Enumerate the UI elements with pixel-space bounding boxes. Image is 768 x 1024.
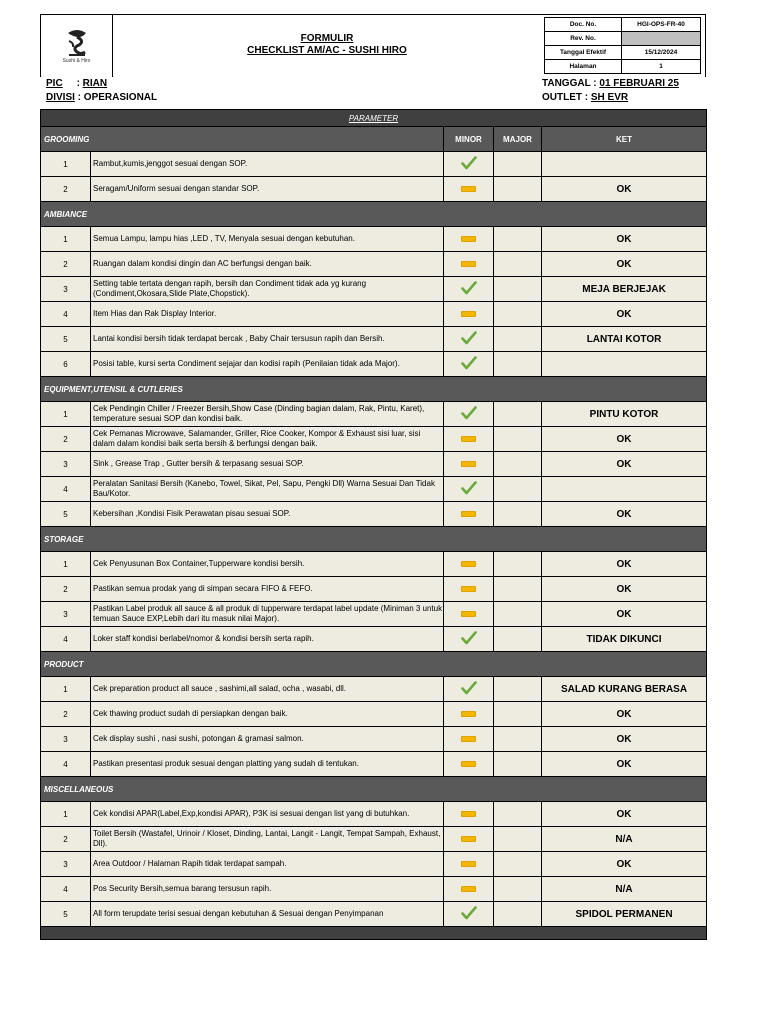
check-icon: [461, 481, 477, 495]
major-cell: [494, 302, 542, 327]
checklist-row: [41, 727, 707, 752]
row-parameter-text: Cek Pemanas Microwave, Salamander, Griller, Rice Cooker, Kompor & Exhaust sisi luar, sisi dalam dalam kondisi baik serta bersih & berfungsi dengan baik.: [91, 427, 444, 452]
row-number: 2: [41, 252, 91, 277]
row-number: 3: [41, 602, 91, 627]
row-number: 2: [41, 702, 91, 727]
minor-cell: [444, 327, 494, 352]
checklist-row: [41, 827, 707, 852]
minor-cell: [444, 877, 494, 902]
row-parameter-text: Peralatan Sanitasi Bersih (Kanebo, Towel, Sikat, Pel, Sapu, Pengki Dll) Warna Sesuai Dan Tidak Bau/Kotor.: [91, 477, 444, 502]
ket-cell: [542, 352, 707, 377]
doc-key: Tanggal Efektif: [545, 46, 622, 60]
minus-icon: [461, 511, 476, 517]
row-parameter-text: Posisi table, kursi serta Condiment sejajar dan kodisi rapih (Penilaian tidak ada Major).: [91, 352, 444, 377]
row-parameter-text: Lantai kondisi bersih tidak terdapat bercak , Baby Chair tersusun rapih dan Bersih.: [91, 327, 444, 352]
minor-cell: [444, 602, 494, 627]
minor-cell: [444, 502, 494, 527]
row-number: 4: [41, 477, 91, 502]
row-parameter-text: Cek preparation product all sauce , sashimi,all salad, ocha , wasabi, dll.: [91, 677, 444, 702]
ket-cell: SPIDOL PERMANEN: [542, 902, 707, 927]
row-parameter-text: Rambut,kumis,jenggot sesuai dengan SOP.: [91, 152, 444, 177]
row-number: 4: [41, 302, 91, 327]
minus-icon: [461, 311, 476, 317]
row-parameter-text: Pastikan Label produk all sauce & all produk di tupperware terdapat label update (Miniman 3 untuk temuan Sauce EXP,Lebih dari itu masuk nilai Major).: [91, 602, 444, 627]
ket-cell: N/A: [542, 827, 707, 852]
minor-cell: [444, 227, 494, 252]
major-cell: [494, 402, 542, 427]
table-footer-row: [41, 927, 707, 940]
major-cell: [494, 677, 542, 702]
checklist-row: [41, 702, 707, 727]
major-cell: [494, 627, 542, 652]
minus-icon: [461, 461, 476, 467]
minus-icon: [461, 186, 476, 192]
checklist-row: [41, 327, 707, 352]
major-cell: [494, 802, 542, 827]
checklist-row: [41, 902, 707, 927]
major-cell: [494, 327, 542, 352]
row-number: 2: [41, 827, 91, 852]
major-cell: [494, 577, 542, 602]
major-cell: [494, 427, 542, 452]
row-parameter-text: Seragam/Uniform sesuai dengan standar SOP.: [91, 177, 444, 202]
company-logo: [41, 15, 113, 77]
checklist-row: [41, 252, 707, 277]
checklist-row: [41, 352, 707, 377]
divisi-label: DIVISI: [46, 92, 75, 103]
row-number: 4: [41, 752, 91, 777]
row-number: 1: [41, 552, 91, 577]
form-title-line2: CHECKLIST AM/AC - SUSHI HIRO: [247, 45, 407, 56]
check-icon: [461, 281, 477, 295]
sushi-hiro-logo-icon: [62, 28, 92, 58]
minor-cell: [444, 177, 494, 202]
check-icon: [461, 631, 477, 645]
section-title: MISCELLANEOUS: [41, 777, 707, 802]
form-info: [40, 77, 706, 109]
minus-icon: [461, 761, 476, 767]
ket-cell: OK: [542, 852, 707, 877]
minor-cell: [444, 452, 494, 477]
row-number: 1: [41, 152, 91, 177]
row-parameter-text: Ruangan dalam kondisi dingin dan AC berfungsi dengan baik.: [91, 252, 444, 277]
minor-cell: [444, 752, 494, 777]
minus-icon: [461, 261, 476, 267]
minus-icon: [461, 861, 476, 867]
ket-cell: OK: [542, 227, 707, 252]
checklist-row: [41, 852, 707, 877]
major-cell: [494, 552, 542, 577]
minor-cell: [444, 302, 494, 327]
checklist-row: [41, 502, 707, 527]
form-title: [112, 33, 542, 57]
checklist-row: [41, 877, 707, 902]
ket-cell: MEJA BERJEJAK: [542, 277, 707, 302]
checklist-row: [41, 427, 707, 452]
ket-cell: OK: [542, 602, 707, 627]
checklist-row: [41, 227, 707, 252]
minor-cell: [444, 827, 494, 852]
row-number: 2: [41, 427, 91, 452]
major-cell: [494, 177, 542, 202]
row-parameter-text: Semua Lampu, lampu hias ,LED , TV, Menyala sesuai dengan kebutuhan.: [91, 227, 444, 252]
checklist-row: [41, 627, 707, 652]
row-number: 3: [41, 452, 91, 477]
pic-value: RIAN: [82, 78, 108, 89]
doc-value: 15/12/2024: [622, 46, 701, 60]
outlet-label: OUTLET :: [542, 92, 589, 103]
parameter-header-row: [41, 110, 707, 127]
row-parameter-text: Cek Penyusunan Box Container,Tupperware kondisi bersih.: [91, 552, 444, 577]
row-number: 2: [41, 577, 91, 602]
row-number: 3: [41, 277, 91, 302]
row-number: 1: [41, 402, 91, 427]
minus-icon: [461, 611, 476, 617]
checklist-row: [41, 402, 707, 427]
minus-icon: [461, 811, 476, 817]
row-number: 6: [41, 352, 91, 377]
row-parameter-text: Pastikan semua prodak yang di simpan secara FIFO & FEFO.: [91, 577, 444, 602]
checklist-row: [41, 802, 707, 827]
row-number: 1: [41, 677, 91, 702]
check-icon: [461, 906, 477, 920]
minor-cell: [444, 852, 494, 877]
col-major-header: MAJOR: [494, 127, 542, 152]
ket-cell: PINTU KOTOR: [542, 402, 707, 427]
row-parameter-text: Pos Security Bersih,semua barang tersusun rapih.: [91, 877, 444, 902]
minor-cell: [444, 427, 494, 452]
divisi-value: OPERASIONAL: [83, 92, 158, 103]
major-cell: [494, 877, 542, 902]
row-parameter-text: All form terupdate terisi sesuai dengan kebutuhan & Sesuai dengan Penyimpanan: [91, 902, 444, 927]
ket-cell: LANTAI KOTOR: [542, 327, 707, 352]
document-info-table: [544, 17, 701, 74]
minor-cell: [444, 352, 494, 377]
major-cell: [494, 827, 542, 852]
tanggal-line: [542, 78, 679, 89]
minus-icon: [461, 561, 476, 567]
table-footer: [41, 927, 707, 940]
ket-cell: OK: [542, 427, 707, 452]
minor-cell: [444, 727, 494, 752]
checklist-row: [41, 577, 707, 602]
minor-cell: [444, 277, 494, 302]
major-cell: [494, 752, 542, 777]
minor-cell: [444, 802, 494, 827]
row-parameter-text: Setting table tertata dengan rapih, bersih dan Condiment tidak ada yg kurang (Condiment,Okosara,Slide Plate,Chopstick).: [91, 277, 444, 302]
col-ket-header: KET: [542, 127, 707, 152]
ket-cell: [542, 152, 707, 177]
checklist-row: [41, 477, 707, 502]
parameter-header: PARAMETER: [41, 110, 707, 127]
doc-value: 1: [622, 60, 701, 74]
outlet-line: [542, 92, 628, 103]
section-title: PRODUCT: [41, 652, 707, 677]
checklist-row: [41, 752, 707, 777]
checklist-row: [41, 177, 707, 202]
checklist-row: [41, 552, 707, 577]
major-cell: [494, 452, 542, 477]
section-header-row: [41, 377, 707, 402]
minus-icon: [461, 886, 476, 892]
doc-value: HGI-OPS-FR-40: [622, 18, 701, 32]
tanggal-label: TANGGAL :: [542, 78, 597, 89]
checklist-row: [41, 152, 707, 177]
minor-cell: [444, 552, 494, 577]
minor-cell: [444, 627, 494, 652]
minus-icon: [461, 436, 476, 442]
row-number: 4: [41, 627, 91, 652]
minus-icon: [461, 836, 476, 842]
check-icon: [461, 356, 477, 370]
section-header-row: [41, 652, 707, 677]
row-parameter-text: Cek thawing product sudah di persiapkan dengan baik.: [91, 702, 444, 727]
row-number: 5: [41, 327, 91, 352]
section-header-row: [41, 777, 707, 802]
row-parameter-text: Pastikan presentasi produk sesuai dengan platting yang sudah di tentukan.: [91, 752, 444, 777]
major-cell: [494, 902, 542, 927]
major-cell: [494, 227, 542, 252]
ket-cell: SALAD KURANG BERASA: [542, 677, 707, 702]
outlet-value: SH EVR: [590, 92, 629, 103]
row-parameter-text: Cek kondisi APAR(Label,Exp,kondisi APAR), P3K isi sesuai dengan list yang di butuhkan.: [91, 802, 444, 827]
ket-cell: OK: [542, 802, 707, 827]
major-cell: [494, 852, 542, 877]
minor-cell: [444, 702, 494, 727]
section-title: GROOMING: [41, 127, 444, 152]
row-parameter-text: Item Hias dan Rak Display Interior.: [91, 302, 444, 327]
pic-line: PIC : RIAN: [46, 78, 108, 89]
ket-cell: OK: [542, 727, 707, 752]
form-header: [40, 14, 706, 77]
minor-cell: [444, 477, 494, 502]
section-header-row: [41, 527, 707, 552]
ket-cell: N/A: [542, 877, 707, 902]
checklist-row: [41, 452, 707, 477]
ket-cell: OK: [542, 577, 707, 602]
minus-icon: [461, 586, 476, 592]
doc-value: [622, 32, 701, 46]
row-number: 5: [41, 502, 91, 527]
minus-icon: [461, 236, 476, 242]
checklist-table: [40, 109, 707, 940]
ket-cell: TIDAK DIKUNCI: [542, 627, 707, 652]
section-title: AMBIANCE: [41, 202, 707, 227]
logo-text: Sushi & Hiro: [62, 58, 91, 64]
check-icon: [461, 156, 477, 170]
checklist-body: [41, 110, 707, 940]
row-number: 1: [41, 227, 91, 252]
major-cell: [494, 727, 542, 752]
doc-key: Halaman: [545, 60, 622, 74]
ket-cell: OK: [542, 702, 707, 727]
row-parameter-text: Sink , Grease Trap , Gutter bersih & terpasang sesuai SOP.: [91, 452, 444, 477]
major-cell: [494, 352, 542, 377]
major-cell: [494, 702, 542, 727]
section-header-row: [41, 202, 707, 227]
doc-key: Doc. No.: [545, 18, 622, 32]
ket-cell: OK: [542, 177, 707, 202]
ket-cell: OK: [542, 502, 707, 527]
section-title: EQUIPMENT,UTENSIL & CUTLERIES: [41, 377, 707, 402]
minor-cell: [444, 402, 494, 427]
checklist-sheet: [40, 14, 706, 940]
row-parameter-text: Area Outdoor / Halaman Rapih tidak terdapat sampah.: [91, 852, 444, 877]
doc-key: Rev. No.: [545, 32, 622, 46]
divisi-line: DIVISI : OPERASIONAL: [46, 92, 158, 103]
major-cell: [494, 277, 542, 302]
check-icon: [461, 331, 477, 345]
row-parameter-text: Toilet Bersih (Wastafel, Urinoir / Kloset, Dinding, Lantai, Langit - Langit, Tempat Sampah, Exhaust, Dll).: [91, 827, 444, 852]
minor-cell: [444, 252, 494, 277]
major-cell: [494, 252, 542, 277]
major-cell: [494, 502, 542, 527]
minor-cell: [444, 677, 494, 702]
checklist-row: [41, 677, 707, 702]
ket-cell: OK: [542, 452, 707, 477]
pic-label: PIC: [46, 78, 63, 89]
major-cell: [494, 152, 542, 177]
minus-icon: [461, 711, 476, 717]
row-number: 4: [41, 877, 91, 902]
checklist-row: [41, 602, 707, 627]
tanggal-value: 01 FEBRUARI 25: [599, 78, 679, 89]
row-number: 3: [41, 727, 91, 752]
minor-cell: [444, 152, 494, 177]
row-number: 2: [41, 177, 91, 202]
major-cell: [494, 602, 542, 627]
ket-cell: OK: [542, 752, 707, 777]
col-minor-header: MINOR: [444, 127, 494, 152]
row-parameter-text: Loker staff kondisi berlabel/nomor & kondisi bersih serta rapih.: [91, 627, 444, 652]
minus-icon: [461, 736, 476, 742]
check-icon: [461, 406, 477, 420]
row-parameter-text: Cek Pendingin Chiller / Freezer Bersih,Show Case (Dinding bagian dalam, Rak, Pintu, Karet), temperature sesuai SOP dan kondisi baik.: [91, 402, 444, 427]
checklist-row: [41, 302, 707, 327]
form-title-line1: FORMULIR: [300, 33, 354, 44]
row-number: 5: [41, 902, 91, 927]
row-parameter-text: Cek display sushi , nasi sushi, potongan & gramasi salmon.: [91, 727, 444, 752]
ket-cell: OK: [542, 552, 707, 577]
row-number: 3: [41, 852, 91, 877]
section-title: STORAGE: [41, 527, 707, 552]
major-cell: [494, 477, 542, 502]
check-icon: [461, 681, 477, 695]
checklist-row: [41, 277, 707, 302]
ket-cell: OK: [542, 302, 707, 327]
ket-cell: [542, 477, 707, 502]
row-number: 1: [41, 802, 91, 827]
minor-cell: [444, 577, 494, 602]
section-header-row: [41, 127, 707, 152]
minor-cell: [444, 902, 494, 927]
row-parameter-text: Kebersihan ,Kondisi Fisik Perawatan pisau sesuai SOP.: [91, 502, 444, 527]
ket-cell: OK: [542, 252, 707, 277]
